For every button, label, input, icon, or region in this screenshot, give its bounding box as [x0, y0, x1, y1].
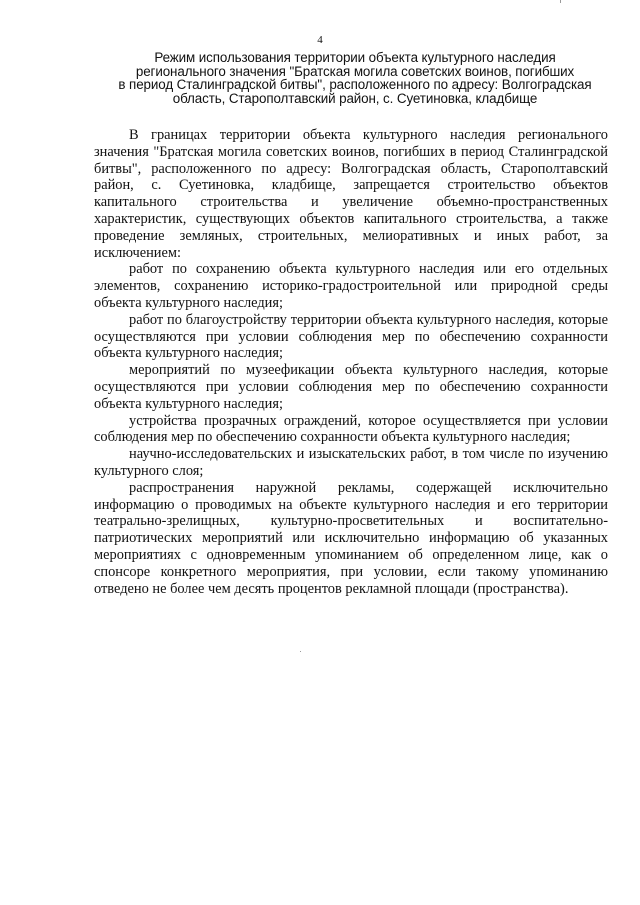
exception-item: работ по благоустройству территории объекта культурного наследия, которые осуществляются при условии соблюдения мер по обеспечению сохранности объекта культурного наследия;	[94, 311, 608, 362]
exception-item: научно-исследовательских и изыскательских работ, в том числе по изучению культурного слоя;	[94, 446, 608, 479]
exception-item: работ по сохранению объекта культурного наследия или его отдельных элементов, сохранению историко-градостроительной или природной среды объекта культурного наследия;	[94, 261, 608, 311]
document-heading	[90, 51, 620, 105]
document-body	[94, 127, 608, 597]
scan-mark	[560, 0, 561, 3]
heading-line: Режим использования территории объекта культурного наследия	[154, 50, 556, 65]
exception-item: распространения наружной рекламы, содержащей исключительно информацию о проводимых на объекте культурного наследия и его территории театрально-зрелищных, культурно-просветительных и воспитательно-патриотических мероприятий или исключительно информацию об указанных мероприятиях с одновременным упоминанием об определенном лице, как о спонсоре конкретного мероприятия, при условии, если такому упоминанию отведено не более чем десять процентов рекламной площади (пространства).	[94, 479, 608, 597]
exception-item: устройства прозрачных ограждений, которое осуществляется при условии соблюдения мер по обеспечению сохранности объекта культурного наследия;	[94, 412, 608, 446]
heading-line: в период Сталинградской битвы", расположенного по адресу: Волгоградская	[118, 77, 592, 92]
scan-dot	[300, 651, 301, 652]
page-number: 4	[317, 34, 323, 46]
heading-line: область, Старополтавский район, с. Суетиновка, кладбище	[172, 90, 538, 106]
heading-line: регионального значения "Братская могила советских воинов, погибших	[135, 63, 575, 79]
exception-item: мероприятий по музеефикации объекта культурного наследия, которые осуществляются при условии соблюдения мер по обеспечению сохранности объекта культурного наследия;	[94, 362, 608, 412]
intro-paragraph: В границах территории объекта культурного наследия регионального значения "Братская могила советских воинов, погибших в период Сталинградской битвы", расположенного по адресу: Волгоградская область, Старополтавский район, с. Суетиновка, кладбище, запрещается строительство объектов капитального строительства и увеличение объемно-пространственных характеристик, существующих объектов капитального строительства, а также проведение земляных, строительных, мелиоративных и иных работ, за исключением:	[94, 127, 608, 261]
